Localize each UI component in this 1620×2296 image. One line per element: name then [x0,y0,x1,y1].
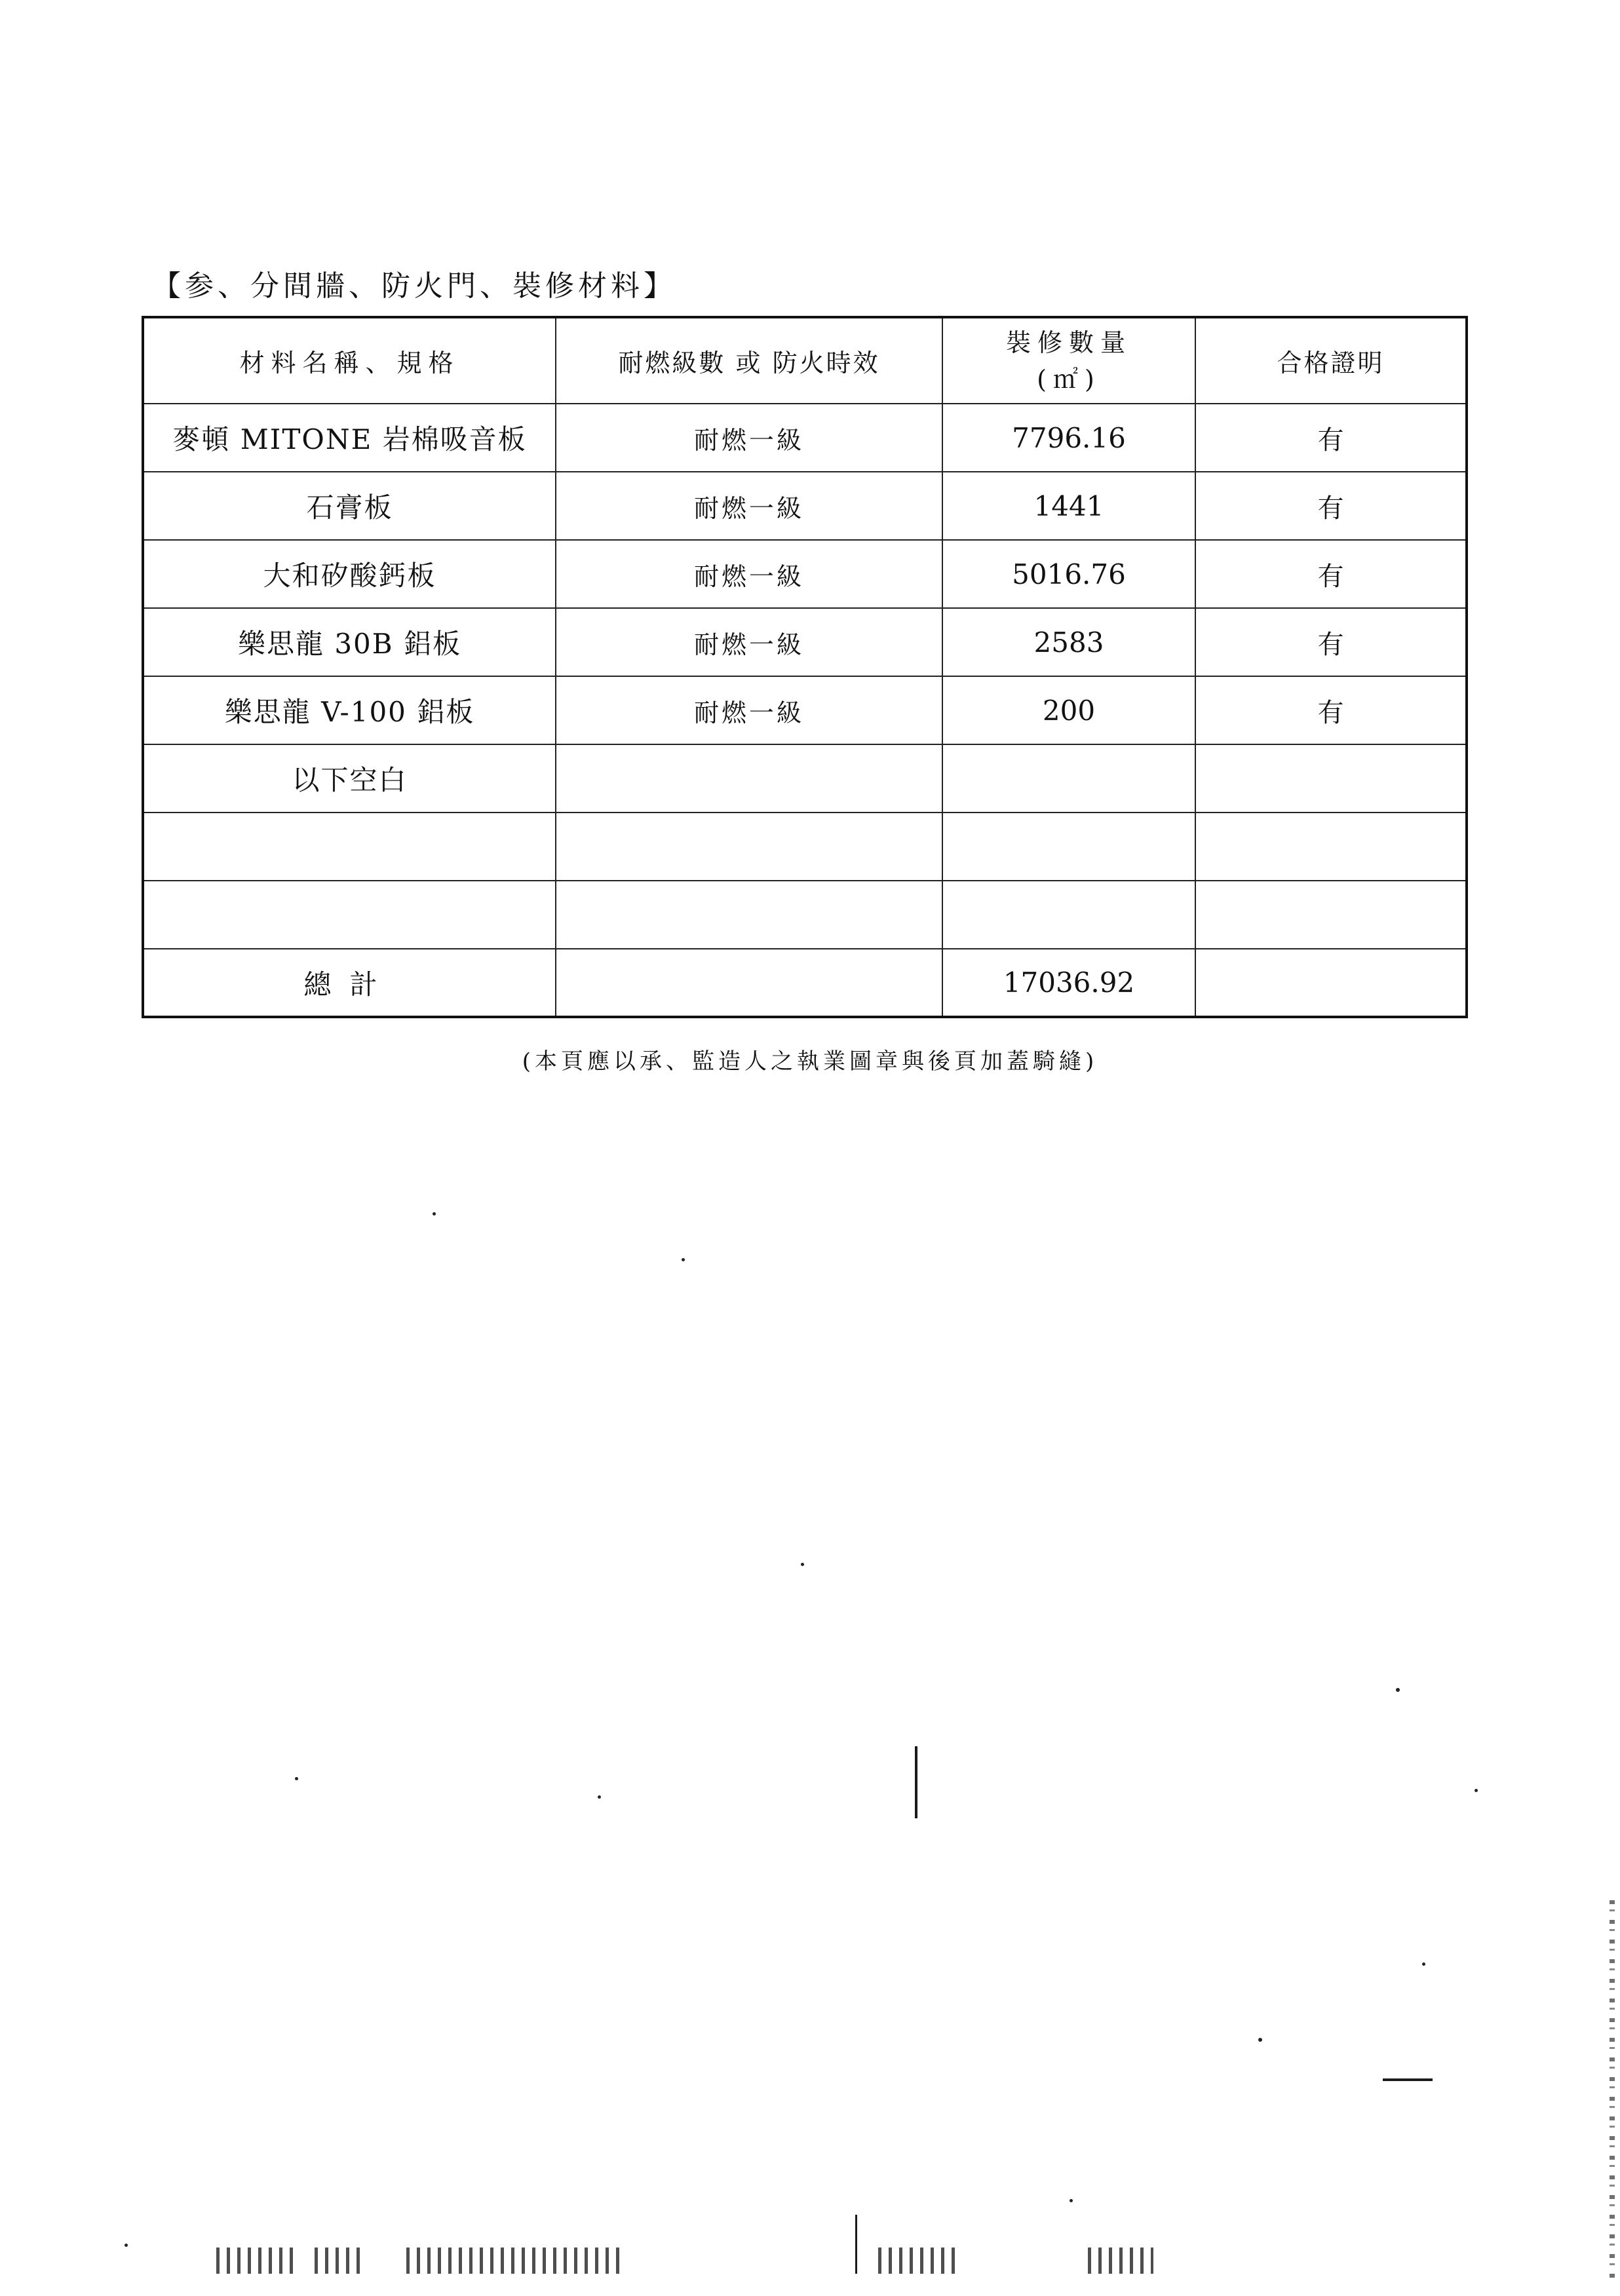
scan-speck [598,1795,601,1799]
header-quantity-unit: (㎡) [1037,364,1101,394]
row-material-name: 樂思龍 V-100 鋁板 [143,676,556,744]
row-certificate: 有 [1195,472,1467,540]
header-quantity [942,317,1195,404]
table-row [143,881,1467,949]
total-label: 總計 [143,949,556,1017]
row-quantity: 5016.76 [942,540,1195,608]
row-quantity: 2583 [942,608,1195,676]
scan-stroke [855,2215,857,2274]
row-material-name: 麥頓 MITONE 岩棉吸音板 [143,404,556,472]
scan-speck [295,1777,298,1780]
scan-speck [1396,1688,1400,1692]
row-certificate: 有 [1195,608,1467,676]
row-fire-grade: 耐燃一級 [556,404,942,472]
header-certificate: 合格證明 [1195,317,1467,404]
total-fire-grade [556,949,942,1017]
row-certificate [1195,744,1467,813]
row-material-name: 大和矽酸鈣板 [143,540,556,608]
table-header-row [143,317,1467,404]
table-row [143,813,1467,881]
row-fire-grade [556,881,942,949]
scan-speck [801,1563,804,1566]
scan-speck [682,1258,685,1261]
table-row [143,608,1467,676]
scan-speck [1070,2199,1073,2202]
scan-speck [433,1212,436,1215]
total-quantity: 17036.92 [942,949,1195,1017]
table-row [143,540,1467,608]
total-certificate [1195,949,1467,1017]
scan-stroke [1383,2078,1433,2081]
row-material-name: 樂思龍 30B 鋁板 [143,608,556,676]
table-row [143,744,1467,813]
scan-bottom-noise [315,2248,367,2274]
table-row [143,404,1467,472]
row-quantity [942,813,1195,881]
row-material-name [143,813,556,881]
row-certificate [1195,813,1467,881]
row-material-name: 石膏板 [143,472,556,540]
header-quantity-label: 裝修數量 [1005,328,1132,357]
row-quantity: 7796.16 [942,404,1195,472]
row-fire-grade [556,813,942,881]
scan-speck [1475,1789,1478,1792]
header-material-name: 材料名稱、規格 [143,317,556,404]
page-footnote: (本頁應以承、監造人之執業圖章與後頁加蓋騎縫) [522,1048,1098,1075]
row-fire-grade: 耐燃一級 [556,608,942,676]
row-certificate: 有 [1195,676,1467,744]
row-quantity [942,881,1195,949]
scan-speck [1258,2038,1262,2042]
row-fire-grade: 耐燃一級 [556,540,942,608]
scan-bottom-noise [878,2248,957,2274]
row-fire-grade: 耐燃一級 [556,472,942,540]
scan-bottom-noise [216,2248,295,2274]
row-fire-grade [556,744,942,813]
row-certificate [1195,881,1467,949]
scan-edge-noise [1610,1900,1615,2280]
row-certificate: 有 [1195,540,1467,608]
row-material-name: 以下空白 [143,744,556,813]
row-quantity: 1441 [942,472,1195,540]
table-row [143,676,1467,744]
row-material-name [143,881,556,949]
materials-table [142,316,1468,1018]
scan-bottom-noise [406,2248,623,2274]
scan-stroke [915,1746,917,1818]
header-fire-grade: 耐燃級數 或 防火時效 [556,317,942,404]
scan-bottom-noise [1088,2248,1153,2274]
table-row [143,472,1467,540]
table-total-row [143,949,1467,1017]
row-quantity: 200 [942,676,1195,744]
scan-speck [125,2244,128,2247]
row-certificate: 有 [1195,404,1467,472]
section-title: 【参、分間牆、防火門、裝修材料】 [152,269,676,303]
scan-speck [1422,1962,1425,1966]
row-fire-grade: 耐燃一級 [556,676,942,744]
row-quantity [942,744,1195,813]
